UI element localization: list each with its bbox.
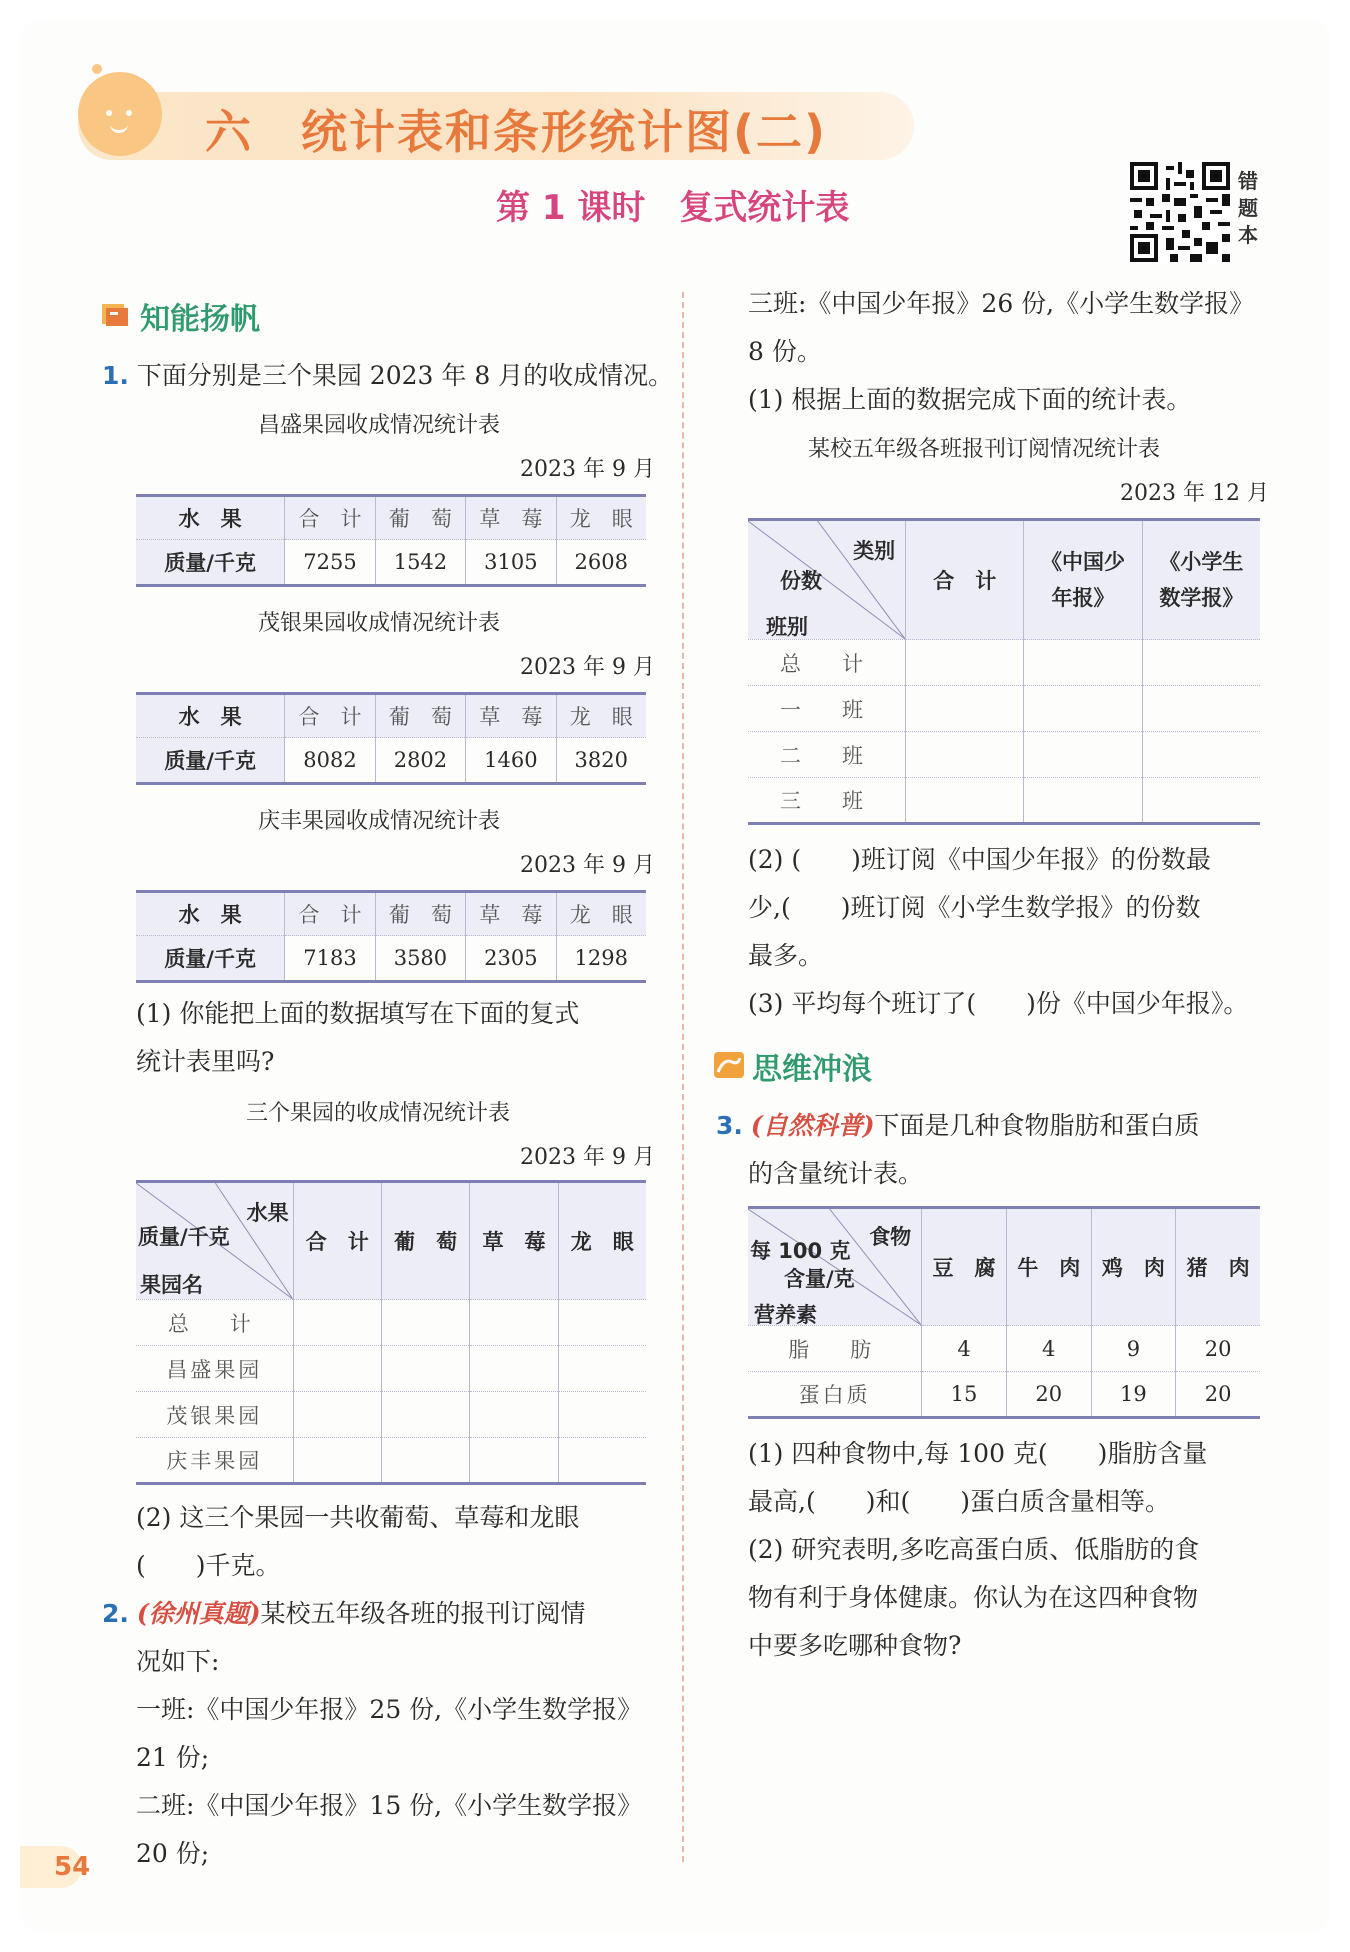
table-newspaper [748,518,1260,825]
th: 合 计 [285,496,375,540]
q2-text-2: 况如下: [136,1647,220,1676]
cell: 9 [1091,1326,1176,1372]
blank-cell[interactable] [293,1392,381,1438]
q2-text: 2. (徐州真题)某校五年级各班的报刊订阅情 [102,1599,586,1628]
page-number: 54 [20,1846,82,1888]
q2-sub2-line1: (2) ( )班订阅《中国少年报》的份数最 [748,845,1211,874]
cell: 7255 [285,540,375,586]
table3-title: 庆丰果园收成情况统计表 [258,809,501,834]
q1-text: 1. 下面分别是三个果园 2023 年 8 月的收成情况。 [102,361,674,390]
blank-cell[interactable] [558,1300,646,1346]
blank-cell[interactable] [558,1438,646,1484]
table3-date: 2023 年 9 月 [520,853,655,878]
q3-sub2-line2: 物有利于身体健康。你认为在这四种食物 [748,1583,1199,1612]
th: 龙 眼 [556,694,646,738]
row-changsheng: 昌盛果园 [136,1346,293,1392]
blank-cell[interactable] [470,1438,558,1484]
th: 葡 萄 [375,694,465,738]
blank-cell[interactable] [558,1346,646,1392]
blank-cell[interactable] [293,1438,381,1484]
q2-table-title: 某校五年级各班报刊订阅情况统计表 [808,437,1161,462]
table-maoyin [136,692,646,785]
blank-cell[interactable] [1142,778,1260,824]
th: 葡 萄 [375,496,465,540]
col-beef: 牛 肉 [1006,1208,1091,1326]
col-grape: 葡 萄 [381,1182,469,1300]
blank-cell[interactable] [906,732,1024,778]
q3-sub1-line2: 最高,( )和( )蛋白质含量相等。 [748,1487,1170,1516]
book-flag-icon [102,302,132,328]
q1-sub1-line2: 统计表里吗? [136,1047,275,1076]
q2-sub2-line2: 少,( )班订阅《小学生数学报》的份数 [748,893,1201,922]
section-title-1: 知能扬帆 [140,302,260,337]
table1-title: 昌盛果园收成情况统计表 [258,413,501,438]
blank-cell[interactable] [1142,732,1260,778]
row-label: 质量/千克 [136,540,285,586]
cell: 1298 [556,936,646,982]
col-longan: 龙 眼 [558,1182,646,1300]
q2-line2b: 20 份; [136,1839,210,1868]
row-class1: 一 班 [748,686,906,732]
corner-cell: 食物 每 100 克 含量/克 营养素 [748,1208,922,1326]
blank-cell[interactable] [1024,640,1142,686]
corner-cell: 类别 份数 班别 [748,520,906,640]
cell: 7183 [285,936,375,982]
cell: 20 [1176,1326,1260,1372]
chapter-title: 六 统计表和条形统计图(二) [205,105,828,159]
th: 合 计 [285,694,375,738]
col-pork: 猪 肉 [1176,1208,1260,1326]
blank-cell[interactable] [470,1300,558,1346]
blank-cell[interactable] [470,1346,558,1392]
table1-date: 2023 年 9 月 [520,457,655,482]
mascot-antenna [92,64,102,74]
table-nutrition [748,1206,1260,1419]
q3-sub1-line1: (1) 四种食物中,每 100 克( )脂肪含量 [748,1439,1208,1468]
cell: 2305 [466,936,556,982]
cell: 3105 [466,540,556,586]
col-chicken: 鸡 肉 [1091,1208,1176,1326]
th: 草 莓 [466,694,556,738]
row-protein: 蛋白质 [798,1383,871,1407]
wave-icon [714,1052,744,1078]
cell: 3580 [375,936,465,982]
table2-title: 茂银果园收成情况统计表 [258,611,501,636]
blank-cell[interactable] [293,1346,381,1392]
blank-cell[interactable] [470,1392,558,1438]
q3-sub2-line1: (2) 研究表明,多吃高蛋白质、低脂肪的食 [748,1535,1200,1564]
th: 葡 萄 [375,892,465,936]
mascot-icon [78,72,162,156]
row-class3: 三 班 [780,789,874,813]
col-tofu: 豆 腐 [922,1208,1007,1326]
cell: 19 [1091,1372,1176,1418]
th-fruit: 水 果 [136,496,285,540]
q3-sub2-line3: 中要多吃哪种食物? [748,1631,962,1660]
table-compound-orchards [136,1180,646,1485]
q1-sub2-line2: ( )千克。 [136,1551,281,1580]
compound-date: 2023 年 9 月 [520,1145,655,1170]
row-label: 质量/千克 [136,738,285,784]
q2-line3b: 8 份。 [748,337,822,366]
col-total: 合 计 [293,1182,381,1300]
blank-cell[interactable] [1142,686,1260,732]
section-title-2: 思维冲浪 [752,1052,872,1087]
th: 龙 眼 [556,496,646,540]
th-fruit: 水 果 [136,892,285,936]
q2-line3a: 三班:《中国少年报》26 份,《小学生数学报》 [748,289,1255,318]
blank-cell[interactable] [1142,640,1260,686]
q2-line1b: 21 份; [136,1743,210,1772]
cell: 3820 [556,738,646,784]
q2-sub3: (3) 平均每个班订了( )份《中国少年报》。 [748,989,1249,1018]
blank-cell[interactable] [1024,778,1142,824]
row-maoyin: 茂银果园 [136,1392,293,1438]
blank-cell[interactable] [906,640,1024,686]
cell: 20 [1006,1372,1091,1418]
cell: 1460 [466,738,556,784]
q2-table-date: 2023 年 12 月 [1120,481,1269,506]
cell: 15 [922,1372,1007,1418]
th: 合 计 [285,892,375,936]
blank-cell[interactable] [1024,686,1142,732]
blank-cell[interactable] [381,1346,469,1392]
blank-cell[interactable] [1024,732,1142,778]
qr-code-icon[interactable] [1130,162,1230,262]
q1-sub1-line1: (1) 你能把上面的数据填写在下面的复式 [136,999,580,1028]
cell: 4 [1006,1326,1091,1372]
blank-cell[interactable] [381,1300,469,1346]
row-total: 总 计 [136,1300,293,1346]
q1-sub2-line1: (2) 这三个果园一共收葡萄、草莓和龙眼 [136,1503,580,1532]
q3-text: 3. (自然科普)下面是几种食物脂肪和蛋白质 [716,1111,1200,1140]
table-changsheng [136,494,646,587]
cell: 2802 [375,738,465,784]
q2-sub2-line3: 最多。 [748,941,824,970]
q2-line1a: 一班:《中国少年报》25 份,《小学生数学报》 [136,1695,643,1724]
th: 龙 眼 [556,892,646,936]
th-fruit: 水 果 [136,694,285,738]
blank-cell[interactable] [381,1392,469,1438]
cell: 8082 [285,738,375,784]
col-math-news: 《小学生 数学报》 [1142,520,1260,640]
blank-cell[interactable] [906,778,1024,824]
blank-cell[interactable] [293,1300,381,1346]
table2-date: 2023 年 9 月 [520,655,655,680]
col-total: 合 计 [906,520,1024,640]
row-label: 质量/千克 [136,936,285,982]
blank-cell[interactable] [381,1438,469,1484]
qr-label: 错 题 本 [1238,169,1258,247]
compound-title: 三个果园的收成情况统计表 [246,1101,511,1126]
col-children-news: 《中国少 年报》 [1024,520,1142,640]
row-total: 总 计 [748,640,906,686]
lesson-title: 第 1 课时 复式统计表 [496,188,850,228]
corner-cell: 水果 质量/千克 果园名 [136,1182,293,1300]
cell: 2608 [556,540,646,586]
blank-cell[interactable] [906,686,1024,732]
blank-cell[interactable] [558,1392,646,1438]
row-fat: 脂 肪 [748,1326,922,1372]
column-divider [682,292,684,1862]
cell: 1542 [375,540,465,586]
cell: 4 [922,1326,1007,1372]
q2-sub1: (1) 根据上面的数据完成下面的统计表。 [748,385,1192,414]
q2-line2a: 二班:《中国少年报》15 份,《小学生数学报》 [136,1791,643,1820]
th: 草 莓 [466,892,556,936]
col-strawberry: 草 莓 [470,1182,558,1300]
cell: 20 [1176,1372,1260,1418]
q3-text-2: 的含量统计表。 [748,1159,924,1188]
th: 草 莓 [466,496,556,540]
row-class2: 二 班 [748,732,906,778]
table-qingfeng [136,890,646,983]
row-qingfeng: 庆丰果园 [166,1449,263,1473]
